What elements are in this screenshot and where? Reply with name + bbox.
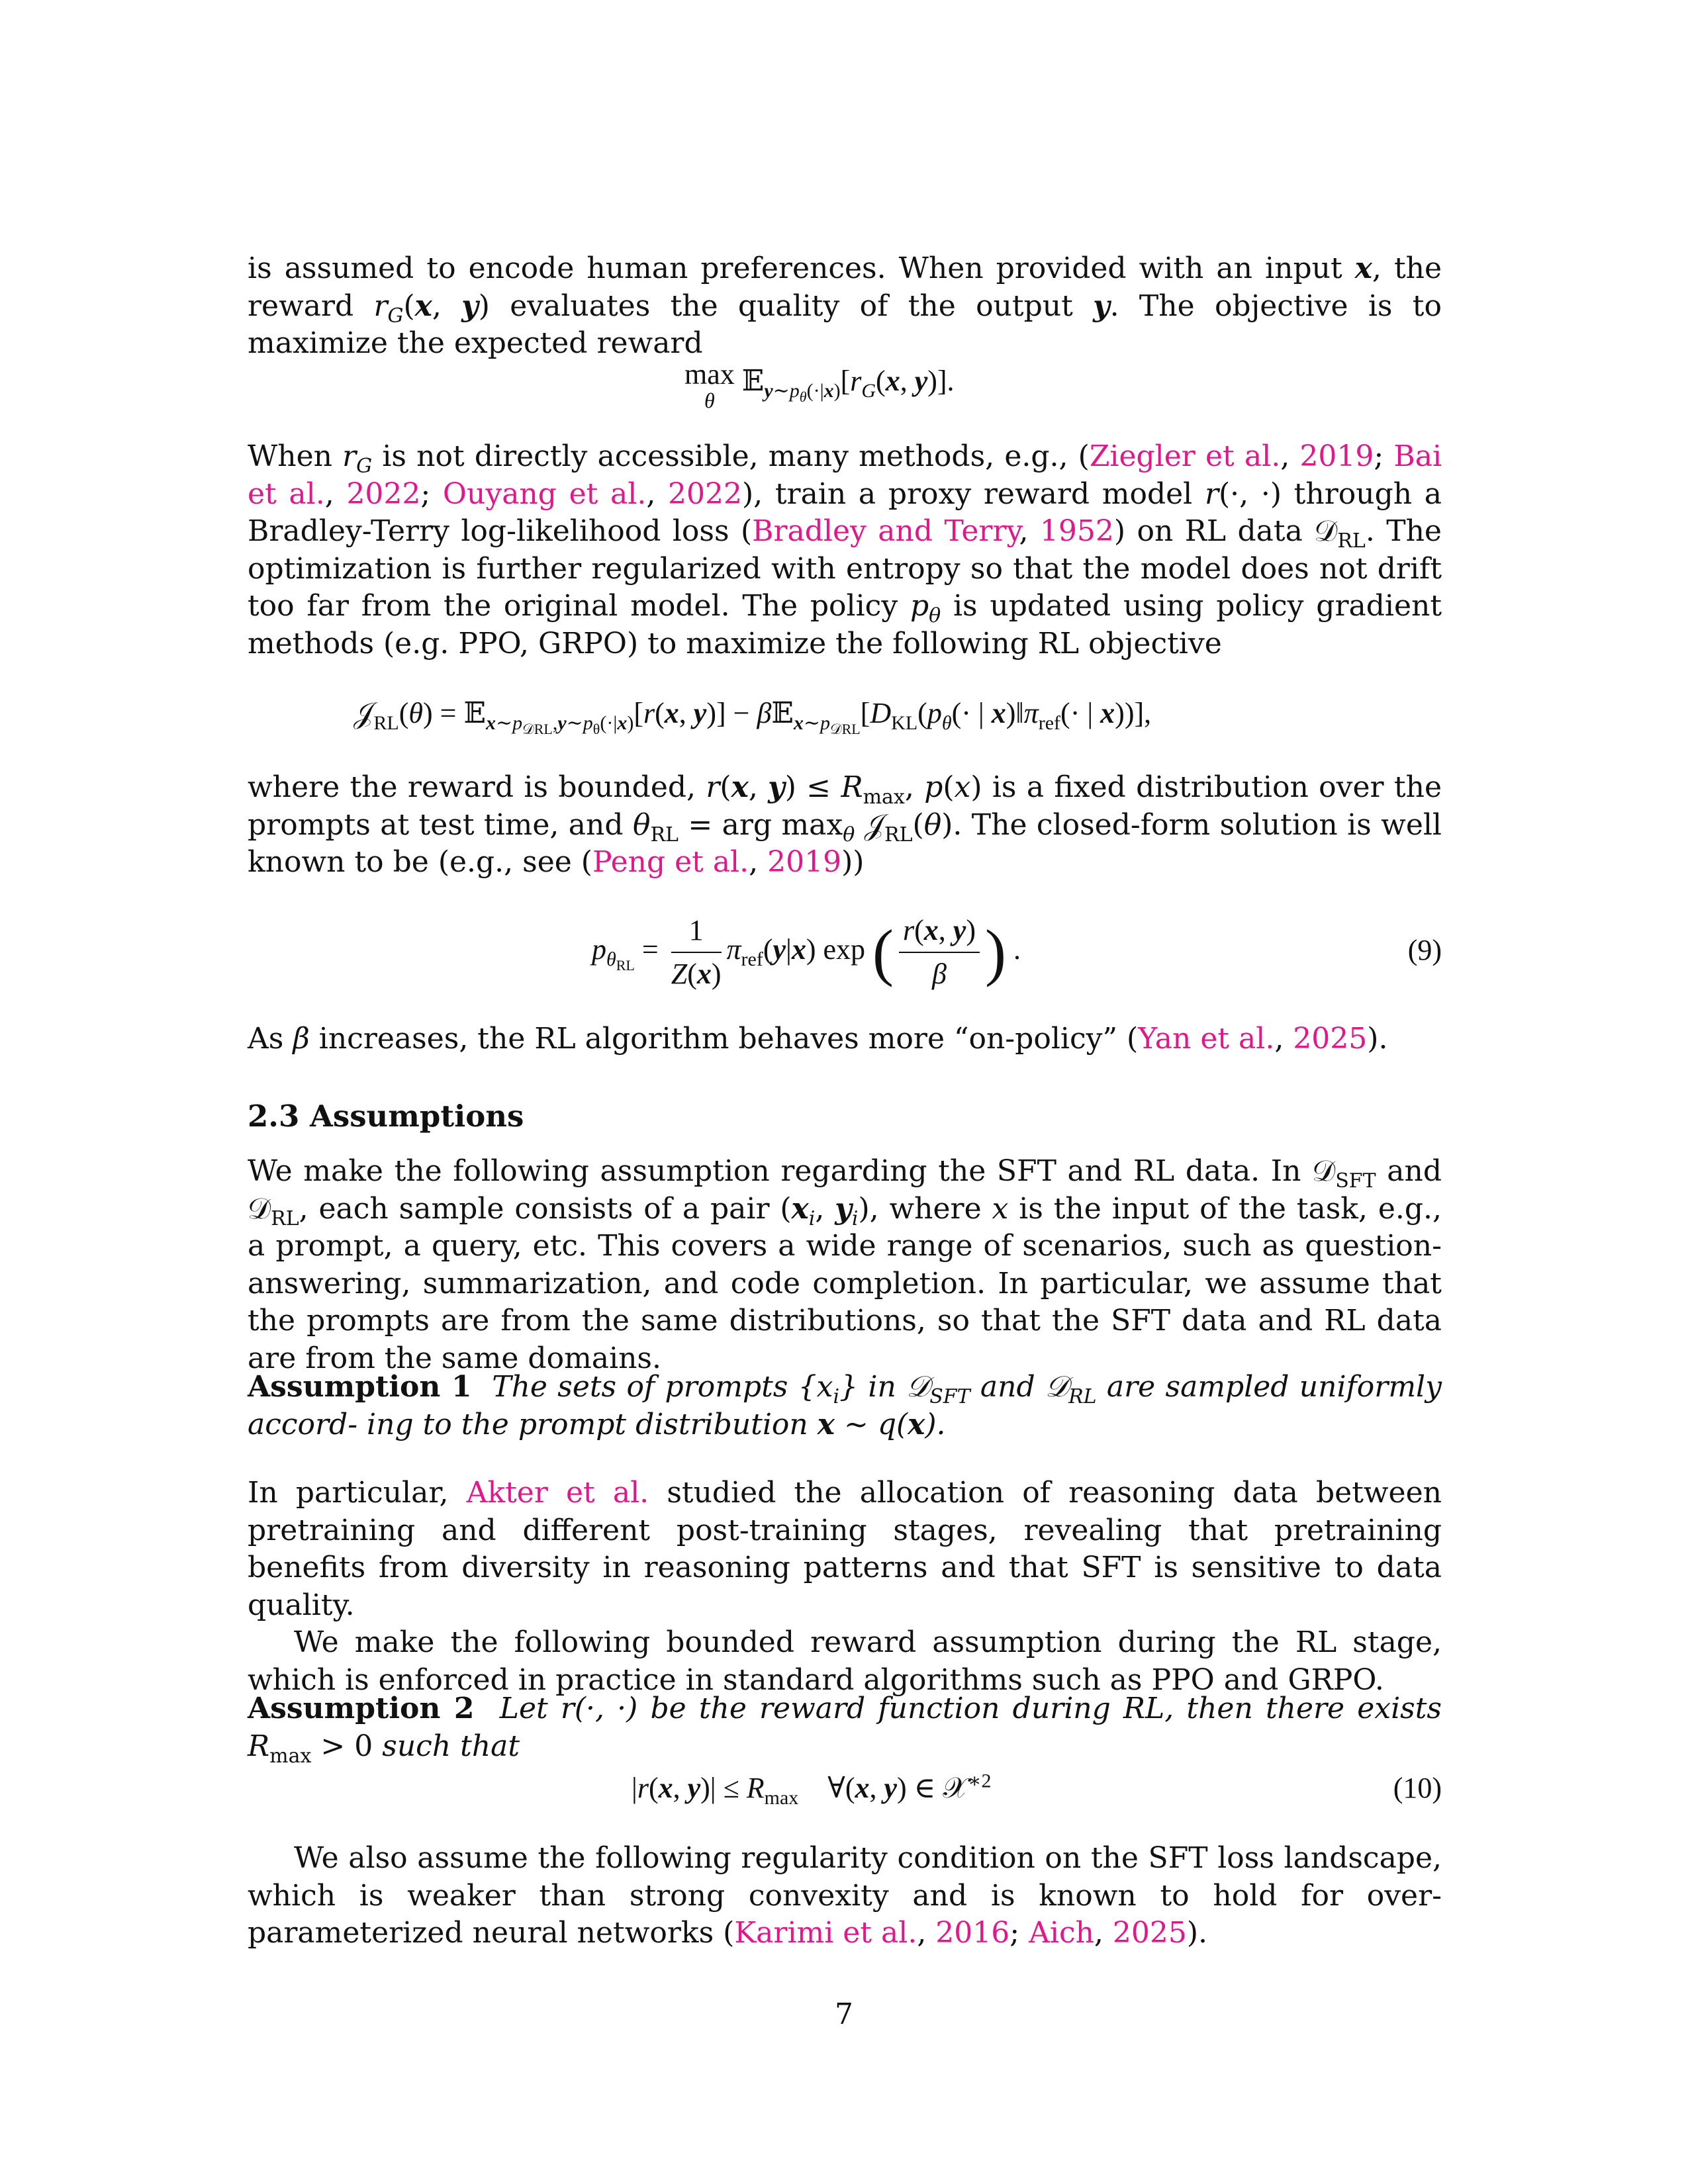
citation-link[interactable]: Bradley and Terry [752,514,1019,548]
equation-number: (9) [1407,934,1442,966]
citation-year-link[interactable]: 2022 [346,477,421,511]
assumption-label: Assumption 2 [248,1692,475,1725]
citation-link[interactable]: Ouyang et al. [442,477,647,511]
citation-link[interactable]: Bai et al. [248,439,1442,511]
citation-year-link[interactable]: 2025 [1293,1022,1368,1056]
equation-number: (10) [1393,1772,1442,1804]
bounded-reward-paragraph: where the reward is bounded, r(x, $y) \le R_{max}$, p(x) is a fixed distribution over the prompts at test time, and $\theta_{RL}$ = arg $\max_\theta$ 𝒥$_{RL}$(θ). The closed-form solution is well known to be (e.g., see (Peng et al., 2019)) [248,770,1442,879]
citation-year-link[interactable]: 2016 [935,1916,1010,1950]
citation-link[interactable]: Aich [1029,1916,1094,1950]
paper-page: is assumed to encode human preferences. When provided with an input x, the reward $r_G(x$, y) evaluates the quality of the output y. The objective is to maximize the expected reward max θ $𝔼_{y\sim p_\theta(\cdot|x)}[r_G(x$, y)]. When $r_G$ is not directly accessible, many methods, e.g., (Ziegler et al., 2019; Bai et al., 2022; Ouyang et al., 2022), train a proxy reward model r(·, ·) through a Bradley-Terry log-likelihood loss (Bradley and Terry, 1952) on RL data 𝒟$_{RL}$. The optimization is further regularized with entropy so that the model does not drift too far from the original model. The policy $p_\theta$ is updated using policy gradient methods (e.g. PPO, GRPO) to maximize the following RL objective 𝒥$_{RL}$(θ) = 𝔼$_{x\sim p_{𝒟RL},y\sim p_\theta(\cdot|x)}$[r(x, $y)] - \beta 𝔼_{x\sim p_{𝒟RL}}[D_{KL}(p_\theta(\cdot$ | $x)‖\pi_{ref}(\cdot$ | x))], where the reward is bounded, r(x, $y) \le R_{max}$, p(x) is a fixed distribution over the prompts at test time, and $\theta_{RL}$ = arg $\max_\theta$ 𝒥$_{RL}$(θ). The closed-form solution is well known to be (e.g., see (Peng et al., 2019)) $p_{\theta_{RL}}$ = $\frac{1}{Z(x)}$ $\pi_{ref}(y|x)$ exp ( $\frac{r(x, y)}{\beta}$ ) . (9) As β increases, the RL algorithm behaves more “on-policy” (Yan et al., 2025). 2.3 Assumptions We make the following assumption regarding the SFT and RL data. In 𝒟$_{SFT}$ and 𝒟$_{RL}$, each sample consists of a pair ($x_i$, $y_i$), where x is the input of the task, e.g., a prompt, a query, etc. This covers a wide range of scenarios, such as question-answering, summarization, and code completion. In particular, we assume that the prompts are from the same distributions, so that the SFT data and RL data are from the same domains. Assumption 1 The sets of prompts $\{x_i\}$ in 𝒟$_{SFT}$ and 𝒟$_{RL}$ are sampled uniformly accord- ing to the prompt distribution x ∼ q(x). In particular, Akter et al. studied the allocation of reasoning data between pretraining and different post-training stages, revealing that pretraining benefits from diversity in reasoning patterns and that SFT is sensitive to data quality. We make the following bounded reward assumption during the RL stage, which is enforced in practice in standard algorithms such as PPO and GRPO. Assumption 2 Let r(·, ·) be the reward function during RL, then there exists $R_{max} > 0$ such that |r(x, $y)| \le R_{max}$ ∀(x, y) ∈ 𝒳$^{∗2}$ (10) We also assume the following regularity condition on the SFT loss landscape, which is weaker than strong convexity and is known to hold for over-parameterized neural networks (Karimi et al., 2016; Aich, 2025). 7 [0,0,1688,2184]
citation-link[interactable]: Akter et al. [466,1476,649,1510]
section-heading: 2.3 Assumptions [248,1099,524,1134]
bounded-assumption-intro: We make the following bounded reward assumption during the RL stage, which is enforced in practice in standard algorithms such as PPO and GRPO. [248,1625,1442,1697]
assumption-label: Assumption 1 [248,1370,472,1404]
assumption-2: Assumption 2 Let r(·, ·) be the reward function during RL, then there exists $R_{max} > 0$ such that [248,1692,1442,1768]
citation-year-link[interactable]: 2025 [1112,1916,1187,1950]
assumption-1: Assumption 1 The sets of prompts $\{x_i\}$ in 𝒟$_{SFT}$ and 𝒟$_{RL}$ are sampled uniformly accord- ing to the prompt distribution x ∼ q(x). [248,1370,1442,1441]
citation-link[interactable]: Ziegler et al. [1089,439,1281,473]
citation-year-link[interactable]: 2019 [1299,439,1374,473]
citation-year-link[interactable]: 2019 [767,845,842,879]
beta-paragraph: As β increases, the RL algorithm behaves more “on-policy” (Yan et al., 2025). [248,1022,1388,1056]
citation-link[interactable]: Yan et al. [1138,1022,1275,1056]
rl-paragraph: When $r_G$ is not directly accessible, many methods, e.g., (Ziegler et al., 2019; Bai et al., 2022; Ouyang et al., 2022), train a proxy reward model r(·, ·) through a Bradley-Terry log-likelihood loss (Bradley and Terry, 1952) on RL data 𝒟$_{RL}$. The optimization is further regularized with entropy so that the model does not drift too far from the original model. The policy $p_\theta$ is updated using policy gradient methods (e.g. PPO, GRPO) to maximize the following RL objective [248,439,1442,660]
equation-9: $p_{\theta_{RL}}$ = $\frac{1}{Z(x)}$ $\pi_{ref}(y|x)$ exp ( $\frac{r(x, y)}{\beta}$ ) . (9) [248,912,1442,991]
page-number: 7 [835,1997,853,2031]
citation-link[interactable]: Peng et al. [592,845,749,879]
intro-paragraph: is assumed to encode human preferences. When provided with an input x, the reward $r_G(x$, y) evaluates the quality of the output y. The objective is to maximize the expected reward [248,251,1442,360]
assumptions-paragraph: We make the following assumption regarding the SFT and RL data. In 𝒟$_{SFT}$ and 𝒟$_{RL}$, each sample consists of a pair ($x_i$, $y_i$), where x is the input of the task, e.g., a prompt, a query, etc. This covers a wide range of scenarios, such as question-answering, summarization, and code completion. In particular, we assume that the prompts are from the same distributions, so that the SFT data and RL data are from the same domains. [248,1154,1442,1375]
citation-link[interactable]: Karimi et al. [734,1916,917,1950]
akter-paragraph: In particular, Akter et al. studied the allocation of reasoning data between pretraining and different post-training stages, revealing that pretraining benefits from diversity in reasoning patterns and that SFT is sensitive to data quality. We make the following bounded reward assumption during the RL stage, which is enforced in practice in standard algorithms such as PPO and GRPO. [248,1475,1442,1699]
citation-year-link[interactable]: 2022 [668,477,743,511]
citation-year-link[interactable]: 1952 [1039,514,1114,548]
regularity-paragraph: We also assume the following regularity condition on the SFT loss landscape, which is weaker than strong convexity and is known to hold for over-parameterized neural networks (Karimi et al., 2016; Aich, 2025). [248,1841,1442,1950]
